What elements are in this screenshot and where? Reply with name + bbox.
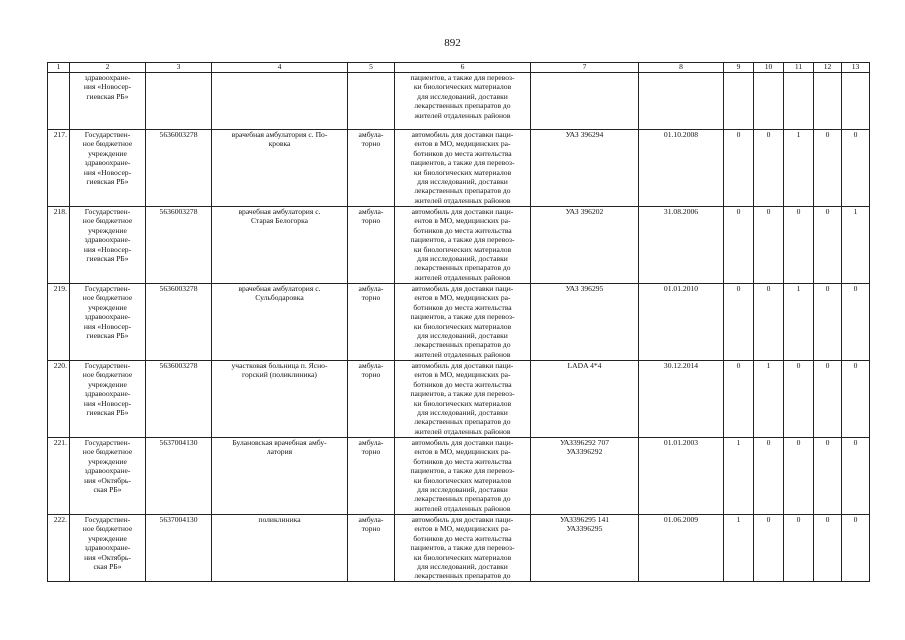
count-cell: 0 — [814, 361, 842, 438]
column-header: 12 — [814, 63, 842, 73]
care-type: амбула- торно — [348, 515, 395, 582]
facility-name: врачебная амбулатория с. По- кровка — [212, 130, 348, 207]
vehicle-purpose: автомобиль для доставки паци- ентов в МО, медицинских ра- ботников до места жительства пациентов, а также для перевоз- ки биологических материалов для исследований, доставки лекарственных препаратов до жителей отдаленных районов — [395, 130, 531, 207]
organization-name: Государствен- ное бюджетное учреждение здравоохране- ния «Октябрь- ская РБ» — [70, 515, 146, 582]
organization-name: Государствен- ное бюджетное учреждение здравоохране- ния «Новосер- гиевская РБ» — [70, 284, 146, 361]
care-type: амбула- торно — [348, 130, 395, 207]
column-header: 4 — [212, 63, 348, 73]
count-cell: 0 — [842, 284, 870, 361]
count-cell: 0 — [754, 515, 784, 582]
count-cell: 1 — [842, 207, 870, 284]
register-table — [47, 62, 870, 582]
count-cell: 0 — [842, 130, 870, 207]
count-cell — [842, 73, 870, 130]
table-row — [48, 130, 870, 207]
column-header: 9 — [724, 63, 754, 73]
organization-name: Государствен- ное бюджетное учреждение здравоохране- ния «Новосер- гиевская РБ» — [70, 130, 146, 207]
page-number: 892 — [444, 37, 461, 49]
organization-name: Государствен- ное бюджетное учреждение здравоохране- ния «Октябрь- ская РБ» — [70, 438, 146, 515]
care-type: амбула- торно — [348, 361, 395, 438]
row-number — [48, 73, 70, 130]
facility-name: участковая больница п. Ясно- горский (поликлиника) — [212, 361, 348, 438]
acquisition-date: 30.12.2014 — [639, 361, 724, 438]
table-row — [48, 73, 870, 130]
inn-code: 5636003278 — [146, 284, 212, 361]
row-number: 218. — [48, 207, 70, 284]
inn-code: 5637004130 — [146, 515, 212, 582]
count-cell: 0 — [754, 438, 784, 515]
care-type — [348, 73, 395, 130]
facility-name: Булановская врачебная амбу- латория — [212, 438, 348, 515]
acquisition-date — [639, 73, 724, 130]
column-header: 3 — [146, 63, 212, 73]
facility-name: врачебная амбулатория с. Сульбодаровка — [212, 284, 348, 361]
count-cell: 1 — [724, 515, 754, 582]
column-header: 7 — [531, 63, 639, 73]
vehicle-model: УАЗ396295 141 УАЗ396295 — [531, 515, 639, 582]
row-number: 217. — [48, 130, 70, 207]
column-header: 2 — [70, 63, 146, 73]
inn-code: 5637004130 — [146, 438, 212, 515]
row-number: 220. — [48, 361, 70, 438]
vehicle-purpose: пациентов, а также для перевоз- ки биологических материалов для исследований, доставки лекарственных препаратов до жителей отдаленных районов — [395, 73, 531, 130]
vehicle-model: УАЗ396292 707 УАЗ396292 — [531, 438, 639, 515]
count-cell: 1 — [754, 361, 784, 438]
facility-name: врачебная амбулатория с. Старая Белогорка — [212, 207, 348, 284]
table-row — [48, 515, 870, 582]
vehicle-purpose: автомобиль для доставки паци- ентов в МО, медицинских ра- ботников до места жительства пациентов, а также для перевоз- ки биологических материалов для исследований, доставки лекарственных препаратов до жителей отдаленных районов — [395, 207, 531, 284]
inn-code: 5636003278 — [146, 207, 212, 284]
count-cell: 0 — [814, 438, 842, 515]
table-row — [48, 284, 870, 361]
vehicle-model: УАЗ 396202 — [531, 207, 639, 284]
count-cell: 0 — [814, 207, 842, 284]
column-header: 5 — [348, 63, 395, 73]
count-cell — [784, 73, 814, 130]
acquisition-date: 01.10.2008 — [639, 130, 724, 207]
count-cell: 1 — [784, 284, 814, 361]
acquisition-date: 01.01.2010 — [639, 284, 724, 361]
count-cell: 0 — [842, 361, 870, 438]
count-cell — [724, 73, 754, 130]
vehicle-model: УАЗ 396295 — [531, 284, 639, 361]
count-cell: 0 — [814, 130, 842, 207]
column-header: 1 — [48, 63, 70, 73]
vehicle-model: LADA 4*4 — [531, 361, 639, 438]
count-cell: 0 — [784, 438, 814, 515]
column-header: 11 — [784, 63, 814, 73]
count-cell — [814, 73, 842, 130]
count-cell: 1 — [724, 438, 754, 515]
count-cell: 0 — [724, 284, 754, 361]
vehicle-model — [531, 73, 639, 130]
care-type: амбула- торно — [348, 438, 395, 515]
vehicle-purpose: автомобиль для доставки паци- ентов в МО, медицинских ра- ботников до места жительства пациентов, а также для перевоз- ки биологических материалов для исследований, доставки лекарственных препаратов до жителей отдаленных районов — [395, 284, 531, 361]
vehicle-purpose: автомобиль для доставки паци- ентов в МО, медицинских ра- ботников до места жительства пациентов, а также для перевоз- ки биологических материалов для исследований, доставки лекарственных препаратов до — [395, 515, 531, 582]
vehicle-purpose: автомобиль для доставки паци- ентов в МО, медицинских ра- ботников до места жительства пациентов, а также для перевоз- ки биологических материалов для исследований, доставки лекарственных препаратов до жителей отдаленных районов — [395, 361, 531, 438]
count-cell: 0 — [724, 361, 754, 438]
count-cell: 0 — [814, 515, 842, 582]
count-cell: 0 — [724, 130, 754, 207]
count-cell: 0 — [784, 361, 814, 438]
organization-name: Государствен- ное бюджетное учреждение здравоохране- ния «Новосер- гиевская РБ» — [70, 207, 146, 284]
count-cell: 0 — [724, 207, 754, 284]
count-cell: 1 — [784, 130, 814, 207]
count-cell: 0 — [842, 438, 870, 515]
column-number-row — [48, 63, 870, 73]
vehicle-purpose: автомобиль для доставки паци- ентов в МО, медицинских ра- ботников до места жительства пациентов, а также для перевоз- ки биологических материалов для исследований, доставки лекарственных препаратов до жителей отдаленных районов — [395, 438, 531, 515]
row-number: 221. — [48, 438, 70, 515]
inn-code: 5636003278 — [146, 361, 212, 438]
table-row — [48, 361, 870, 438]
row-number: 219. — [48, 284, 70, 361]
facility-name — [212, 73, 348, 130]
column-header: 10 — [754, 63, 784, 73]
inn-code: 5636003278 — [146, 130, 212, 207]
acquisition-date: 31.08.2006 — [639, 207, 724, 284]
inn-code — [146, 73, 212, 130]
count-cell: 0 — [754, 130, 784, 207]
column-header: 6 — [395, 63, 531, 73]
organization-name: здравоохране- ния «Новосер- гиевская РБ» — [70, 73, 146, 130]
count-cell: 0 — [842, 515, 870, 582]
table-row — [48, 438, 870, 515]
acquisition-date: 01.06.2009 — [639, 515, 724, 582]
count-cell: 0 — [814, 284, 842, 361]
column-header: 13 — [842, 63, 870, 73]
vehicle-model: УАЗ 396294 — [531, 130, 639, 207]
care-type: амбула- торно — [348, 207, 395, 284]
facility-name: поликлиника — [212, 515, 348, 582]
count-cell: 0 — [754, 207, 784, 284]
acquisition-date: 01.01.2003 — [639, 438, 724, 515]
count-cell: 0 — [754, 284, 784, 361]
table-row — [48, 207, 870, 284]
organization-name: Государствен- ное бюджетное учреждение здравоохране- ния «Новосер- гиевская РБ» — [70, 361, 146, 438]
count-cell — [754, 73, 784, 130]
count-cell: 0 — [784, 515, 814, 582]
column-header: 8 — [639, 63, 724, 73]
row-number: 222. — [48, 515, 70, 582]
care-type: амбула- торно — [348, 284, 395, 361]
count-cell: 0 — [784, 207, 814, 284]
